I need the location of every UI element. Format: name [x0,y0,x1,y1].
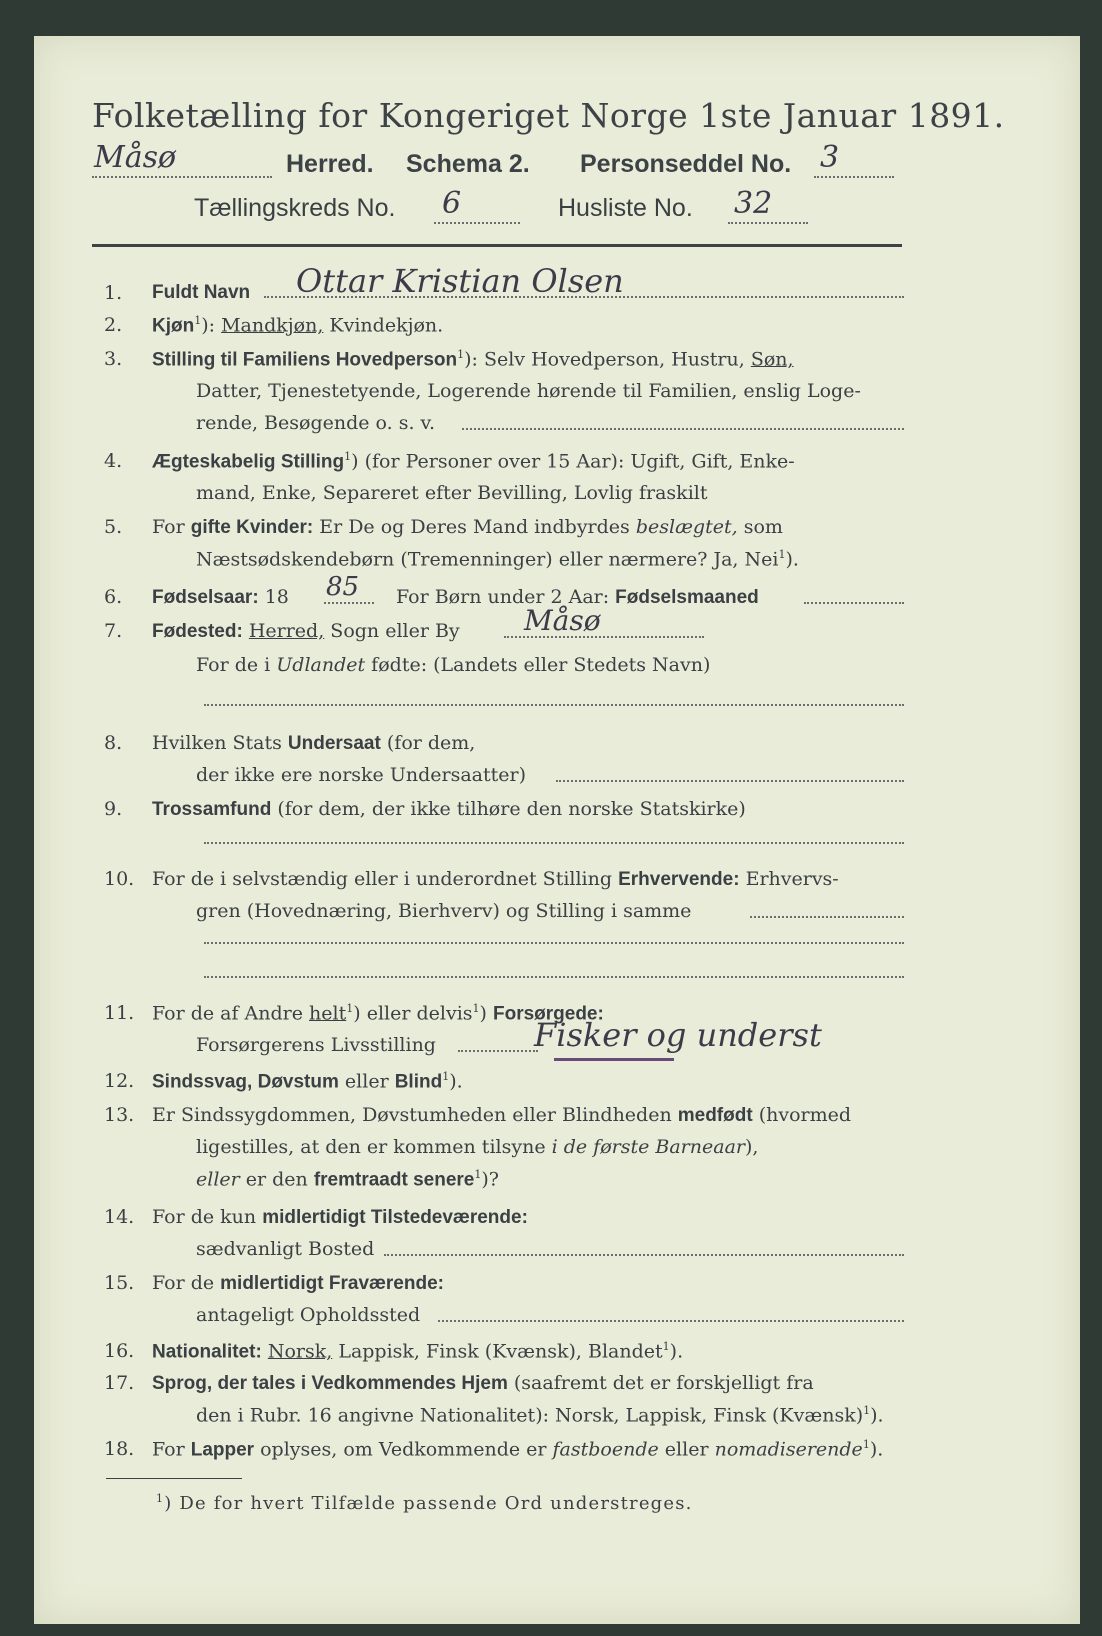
husliste-label: Husliste No. [558,194,693,222]
item-number-3: 3. [104,348,123,370]
married-women-line2: Næstsødskendebørn (Tremenninger) eller nærmere? Ja, Nei$^1$). [196,548,799,571]
birth-year-dots [324,602,374,604]
supporter-occupation-dots [458,1050,538,1052]
supporter-occupation-label: Forsørgerens Livsstilling [196,1034,436,1056]
item-number-4: 4. [104,450,123,472]
citizenship-dots [556,780,904,782]
birthplace-abroad-line-dots [204,704,904,706]
item-number-1: 1. [104,282,123,304]
full-name-value: Ottar Kristian Olsen [296,262,624,300]
household-position-dots [462,428,904,430]
occupation-dots-1 [750,916,904,918]
gender-line: Kjøn$^1$): Mandkjøn, Kvindekjøn. [152,314,444,337]
temp-absent-line1: For de midlertidigt Fraværende: [152,1272,444,1294]
item-number-16: 16. [104,1340,135,1362]
item-number-5: 5. [104,516,123,538]
sami-line: For Lapper oplyses, om Vedkommende er fastboende eller nomadiserende$^1$). [152,1438,884,1461]
household-position-line2: Datter, Tjenestetyende, Logerende hørende til Familien, enslig Loge- [196,380,861,402]
probable-residence-label: antageligt Opholdssted [196,1304,421,1326]
husliste-line [728,222,808,224]
tk-number: 6 [442,186,462,221]
congenital-line2: ligestilles, at den er kommen tilsyne i de første Barneaar), [196,1136,759,1158]
item-number-8: 8. [104,732,123,754]
birthplace-line: Fødested: Herred, Sogn eller By [152,620,460,642]
herred-label: Herred. [286,150,374,178]
item-number-13: 13. [104,1104,135,1126]
birth-month-label: For Børn under 2 Aar: Fødselsmaaned [396,586,759,608]
form-title: Folketælling for Kongeriget Norge 1ste Januar 1891. [92,96,1005,135]
temp-present-line1: For de kun midlertidigt Tilstedeværende: [152,1206,528,1228]
tk-label: Tællingskreds No. [194,194,396,222]
census-form [34,36,1080,1624]
occupation-dots-2 [204,942,904,944]
birth-year-line: Fødselsaar: 18 [152,586,289,608]
schema-label: Schema 2. [406,150,530,178]
item-number-18: 18. [104,1438,135,1460]
married-women-line1: For gifte Kvinder: Er De og Deres Mand indbyrdes beslægtet, som [152,516,783,538]
citizenship-line2: der ikke ere norske Undersaatter) [196,764,526,786]
occupation-line1: For de i selvstændig eller i underordnet Stilling Erhvervende: Erhvervs- [152,868,839,890]
municipality-handwritten: Måsø [94,140,177,175]
birth-year-value: 85 [326,572,360,602]
item-number-17: 17. [104,1372,135,1394]
language-line2: den i Rubr. 16 angivne Nationalitet): Norsk, Lappisk, Finsk (Kvænsk)$^1$). [196,1404,884,1427]
personseddel-number: 3 [820,140,840,175]
item-number-11: 11. [104,1002,135,1024]
birthplace-abroad-line: For de i Udlandet fødte: (Landets eller Stedets Navn) [196,654,711,676]
tk-line [434,222,520,224]
item-number-12: 12. [104,1070,135,1092]
supporter-occupation-value: Fisker og underst [534,1016,822,1054]
congenital-line3: eller er den fremtraadt senere$^1$)? [196,1168,499,1191]
item-number-7: 7. [104,620,123,642]
footnote: $^1$) De for hvert Tilfælde passende Ord understreges. [156,1492,693,1514]
birthplace-dots [504,636,704,638]
occupation-dots-3 [204,976,904,978]
item-number-10: 10. [104,868,135,890]
municipality-line [92,176,272,178]
full-name-label: Fuldt Navn [152,282,251,303]
religion-dots [204,842,904,844]
birthplace-value: Måsø [524,604,601,637]
footnote-rule [106,1478,242,1479]
husliste-number: 32 [734,186,773,221]
marital-status-line2: mand, Enke, Separeret efter Bevilling, Lovlig fraskilt [196,482,708,504]
citizenship-line1: Hvilken Stats Undersaat (for dem, [152,732,476,754]
occupation-line2: gren (Hovednæring, Bierhverv) og Stilling i samme [196,900,692,922]
marital-status-line1: Ægteskabelig Stilling$^1$) (for Personer over 15 Aar): Ugift, Gift, Enke- [152,450,795,473]
supported-line1: For de af Andre helt$^1$) eller delvis$^1$) Forsørgede: [152,1002,604,1025]
usual-residence-label: sædvanligt Bosted [196,1238,375,1260]
congenital-line1: Er Sindssygdommen, Døvstumheden eller Blindheden medfødt (hvormed [152,1104,852,1126]
probable-residence-line [438,1320,904,1322]
item-number-9: 9. [104,798,123,820]
handwritten-underline [554,1058,674,1061]
item-number-14: 14. [104,1206,135,1228]
nationality-line: Nationalitet: Norsk, Lappisk, Finsk (Kvænsk), Blandet$^1$). [152,1340,684,1363]
language-line1: Sprog, der tales i Vedkommendes Hjem (saafremt det er forskjelligt fra [152,1372,814,1394]
item-number-15: 15. [104,1272,135,1294]
item-number-2: 2. [104,314,123,336]
item-number-6: 6. [104,586,123,608]
household-position-line1: Stilling til Familiens Hovedperson$^1$): Selv Hovedperson, Hustru, Søn, [152,348,794,371]
household-position-line3: rende, Besøgende o. s. v. [196,412,436,434]
personseddel-line [814,176,894,178]
disability-line: Sindssvag, Døvstum eller Blind$^1$). [152,1070,463,1093]
header-rule [92,244,902,247]
religion-line: Trossamfund (for dem, der ikke tilhøre den norske Statskirke) [152,798,746,820]
usual-residence-line [384,1254,904,1256]
personseddel-label: Personseddel No. [580,150,792,178]
birth-month-line [804,602,904,604]
